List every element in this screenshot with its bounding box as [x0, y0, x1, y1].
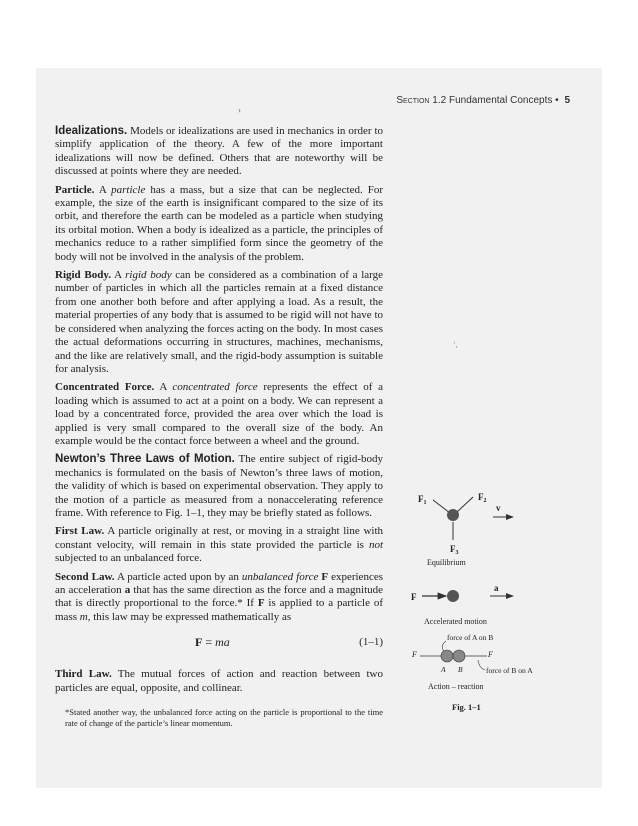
eq-sign: = — [202, 635, 216, 650]
body-idealizations: Models or idealizations are used in mechanics in order to simplify application of the theory. A few of the more important idealizations will now be defined. Others that are noteworthy will be discussed at points where they are needed. — [55, 125, 383, 178]
section-title: 1.2 Fundamental Concepts — [432, 95, 553, 106]
v-label: v — [496, 503, 501, 513]
heading-idealizations: Idealizations. — [55, 125, 128, 137]
accel-a-label: a — [494, 583, 499, 593]
body-newtons-laws: The entire subject of rigid-body mechanics is formulated on the basis of Newton’s three laws of motion, the validity of which is based on experimental observation. They apply to the motion of a particle as measured from a nonaccelerating reference frame. With reference to Fig. 1–1, they may be briefly stated as follows. — [55, 453, 384, 519]
eq-lhs: F — [195, 635, 203, 650]
body-concentrated-force: represents the effect of a loading which is assumed to act at a point on a body. We can represent a load by a concentrated force, provided the area over which the load is applied is very small compared to the overall size of the body. An example would be the contact force between a wheel and the ground. — [55, 381, 384, 447]
heading-newtons-laws: Newton’s Three Laws of Motion. — [55, 453, 235, 466]
first-law-term: not — [368, 538, 384, 551]
f1-arrow — [433, 500, 450, 513]
accel-caption: Accelerated motion — [424, 617, 487, 626]
second-law-term: unbalanced force — [241, 570, 319, 583]
body-rigid-body: can be considered as a combination of a large number of particles in which all the particles remain at a fixed distance from one another both before and after applying a load. As a result, the material properties of any body that is assumed to be rigid will not have to be considered when analyzing the forces acting on the body. In most cases the actual deformations occurring in structures, machines, mechanisms, and the like are relatively small, and the rigid-body assumption is suitable for analysis. — [55, 269, 384, 375]
second-law-rest3: , this law may be expressed mathematically as — [87, 610, 292, 623]
second-law-m: m — [79, 610, 88, 623]
label-force-a-on-b: force of A on B — [447, 633, 494, 642]
f1-label: $F_1$ — [418, 494, 427, 506]
figure-label: Fig. 1–1 — [452, 702, 481, 712]
stray-mark-right: ʻ, — [453, 340, 458, 349]
f3-label: $F_3$ — [450, 544, 459, 556]
accel-particle — [447, 590, 459, 602]
equilibrium-caption: Equilibrium — [427, 558, 466, 567]
equilibrium-particle — [447, 509, 459, 521]
heading-first-law: First Law. — [55, 525, 105, 538]
action-reaction-diagram — [411, 633, 533, 691]
equation-number: (1–1) — [359, 636, 383, 649]
heading-particle: Particle. — [55, 183, 95, 196]
rigid-body-pre: A — [114, 269, 122, 282]
left-F-label: F — [412, 650, 417, 659]
particle-term: particle — [111, 183, 146, 196]
accel-F-label: F — [411, 592, 417, 602]
section-word: Section — [396, 95, 430, 106]
heading-second-law: Second Law. — [55, 570, 115, 583]
rigid-body-term: rigid body — [125, 269, 172, 282]
eq-rhs: ma — [215, 635, 230, 650]
label-force-b-on-a: force of B on A — [486, 666, 533, 675]
f2-label: $F_2$ — [478, 492, 487, 504]
equilibrium-diagram — [418, 492, 513, 567]
second-law-F2: F — [257, 597, 265, 610]
body-third-law: The mutual forces of action and reaction between two particles are equal, opposite, and collinear. — [55, 668, 383, 694]
second-law-rest: that has the same direction as the force and a magnitude that is directly proportional to the force.* If — [55, 584, 384, 610]
heading-concentrated-force: Concentrated Force. — [55, 381, 155, 394]
label-A: A — [441, 665, 446, 674]
f2-arrow — [456, 497, 473, 513]
particle-pre: A — [98, 183, 107, 196]
second-law-rest2: is applied to a particle of mass — [55, 597, 384, 623]
header-bullet: • — [555, 95, 559, 106]
second-law-a: a — [124, 584, 131, 596]
particle-b — [453, 650, 465, 662]
label-B: B — [458, 665, 463, 674]
right-F-label: F — [488, 650, 493, 659]
bottom-leader-line — [478, 660, 485, 670]
particle-a — [441, 650, 453, 662]
body-first-law: A particle originally at rest, or moving in a straight line with constant velocity, will remain in this state provided the particle is — [55, 525, 383, 551]
second-law-pre: A particle acted upon by an — [116, 570, 239, 583]
heading-third-law: Third Law. — [55, 668, 112, 681]
heading-rigid-body: Rigid Body. — [55, 269, 111, 282]
stray-mark-top: › — [238, 105, 241, 115]
body-particle: has a mass, but a size that can be neglected. For example, the size of the earth is insignificant compared to the size of its orbit, and therefore the earth can be modeled as a particle when studying its orbital motion. When a body is idealized as a particle, the principles of mechanics reduce to a rather simplified form since the geometry of the body will not be involved in the analysis of the problem. — [55, 183, 384, 263]
footnote-text: *Stated another way, the unbalanced force acting on the particle is proportional to the time rate of change of the particle’s linear momentum. — [65, 707, 383, 729]
concentrated-force-pre: A — [159, 381, 167, 394]
page-number: 5 — [564, 95, 570, 106]
action-reaction-caption: Action – reaction — [428, 682, 484, 691]
second-law-F: F — [321, 570, 329, 583]
second-law-mid: experiences an acceleration — [55, 570, 383, 596]
first-law-end: subjected to an unbalanced force. — [55, 552, 202, 565]
accelerated-motion-diagram — [411, 583, 513, 626]
concentrated-force-term: concentrated force — [172, 381, 258, 394]
